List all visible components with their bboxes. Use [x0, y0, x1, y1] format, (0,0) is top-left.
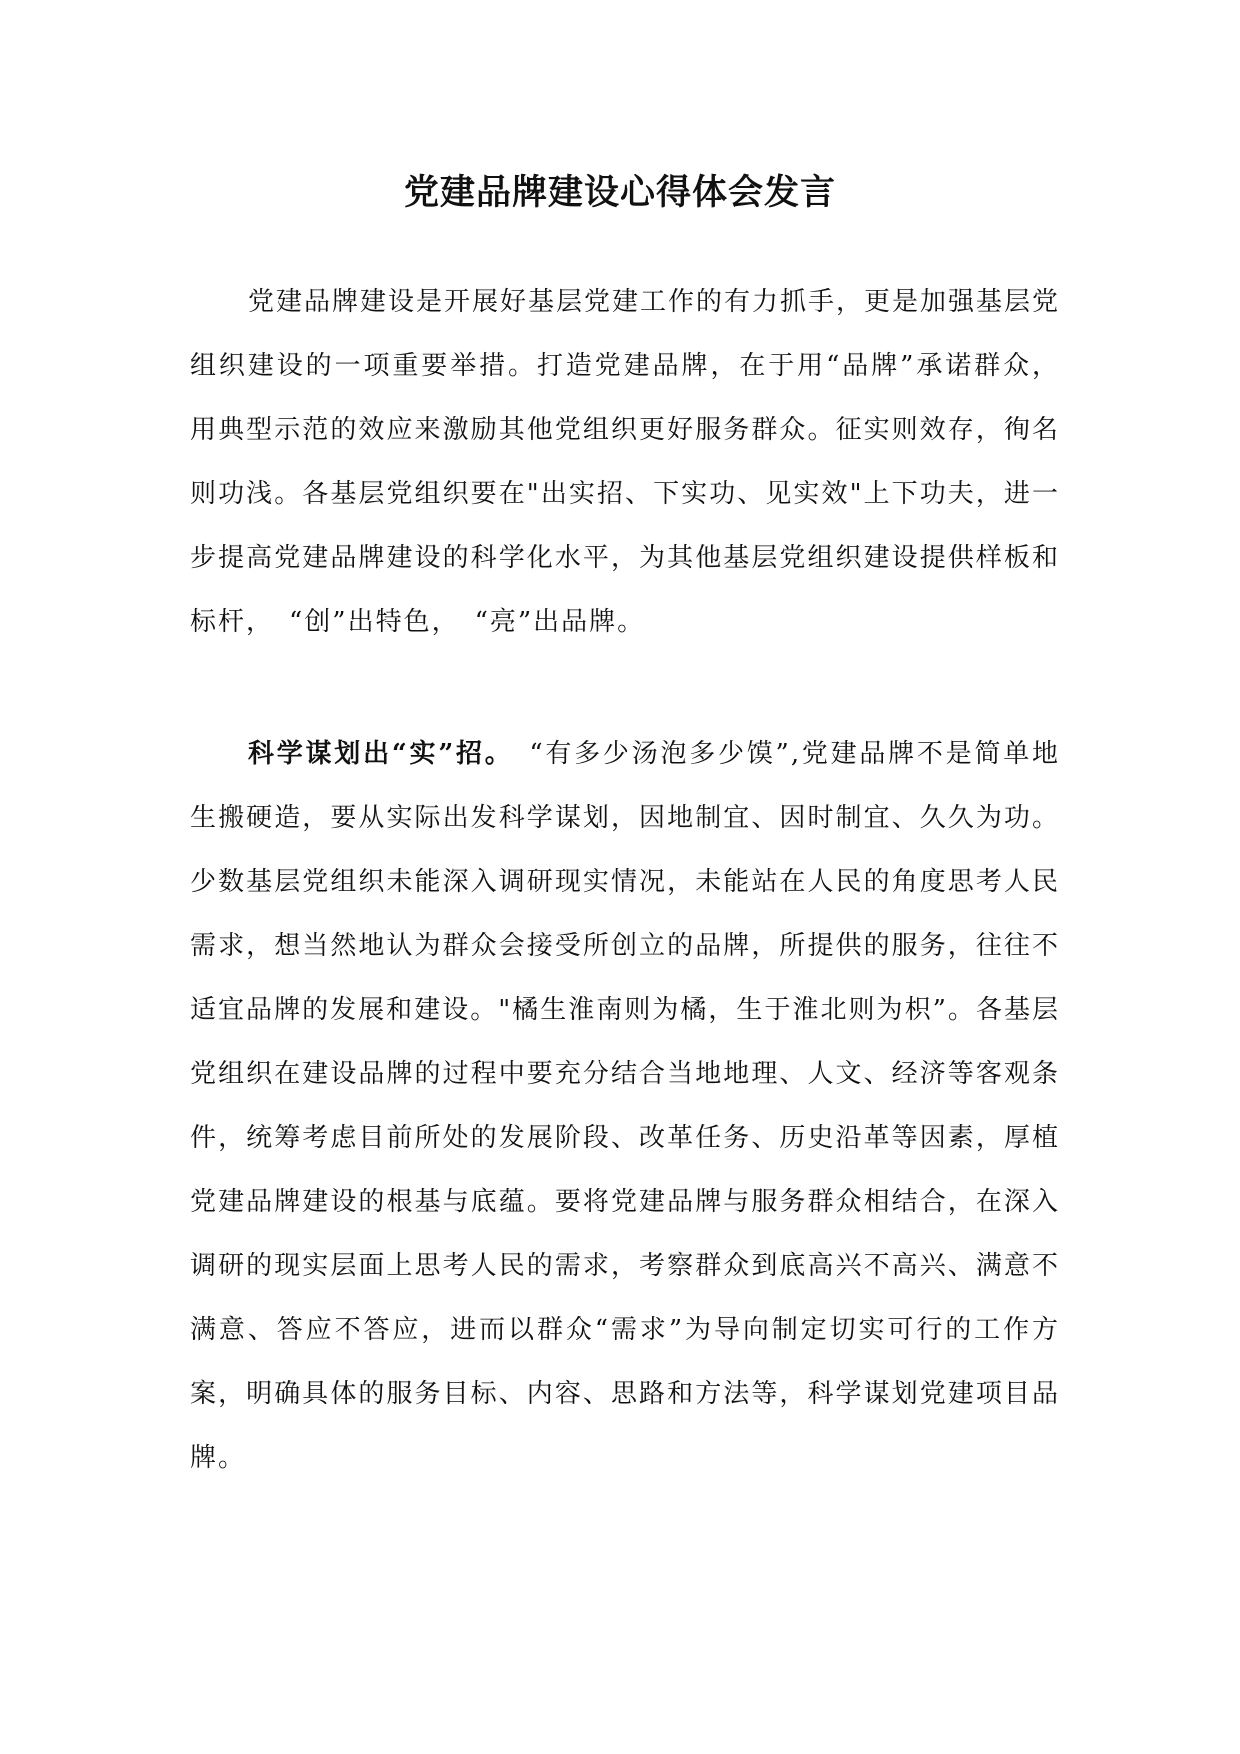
paragraph-intro: [190, 270, 1060, 654]
paragraph-lead-heading: 科学谋划出“实”招。: [248, 739, 501, 769]
paragraph-intro-text: 党建品牌建设是开展好基层党建工作的有力抓手，更是加强基层党组织建设的一项重要举措。打造党建品牌，在于用“品牌”承诺群众，用典型示范的效应来激励其他党组织更好服务群众。征实则效存，徇名则功浅。各基层党组织要在"出实招、下实功、见实效"上下功夫，进一步提高党建品牌建设的科学化水平，为其他基层党组织建设提供样板和标杆， “创”出特色， “亮”出品牌。: [190, 287, 1061, 637]
paragraph-scientific-planning: [190, 722, 1060, 1490]
document-title: 党建品牌建设心得体会发言: [403, 172, 836, 213]
paragraph-scientific-planning-text: “有多少汤泡多少馍”,党建品牌不是简单地生搬硬造，要从实际出发科学谋划，因地制宜、因时制宜、久久为功。少数基层党组织未能深入调研现实情况，未能站在人民的角度思考人民需求，想当然地认为群众会接受所创立的品牌，所提供的服务，往往不适宜品牌的发展和建设。"橘生淮南则为橘，生于淮北则为枳”。各基层党组织在建设品牌的过程中要充分结合当地地理、人文、经济等客观条件，统筹考虑目前所处的发展阶段、改革任务、历史沿革等因素，厚植党建品牌建设的根基与底蕴。要将党建品牌与服务群众相结合，在深入调研的现实层面上思考人民的需求，考察群众到底高兴不高兴、满意不满意、答应不答应，进而以群众“需求”为导向制定切实可行的工作方案，明确具体的服务目标、内容、思路和方法等，科学谋划党建项目品牌。: [190, 739, 1060, 1473]
